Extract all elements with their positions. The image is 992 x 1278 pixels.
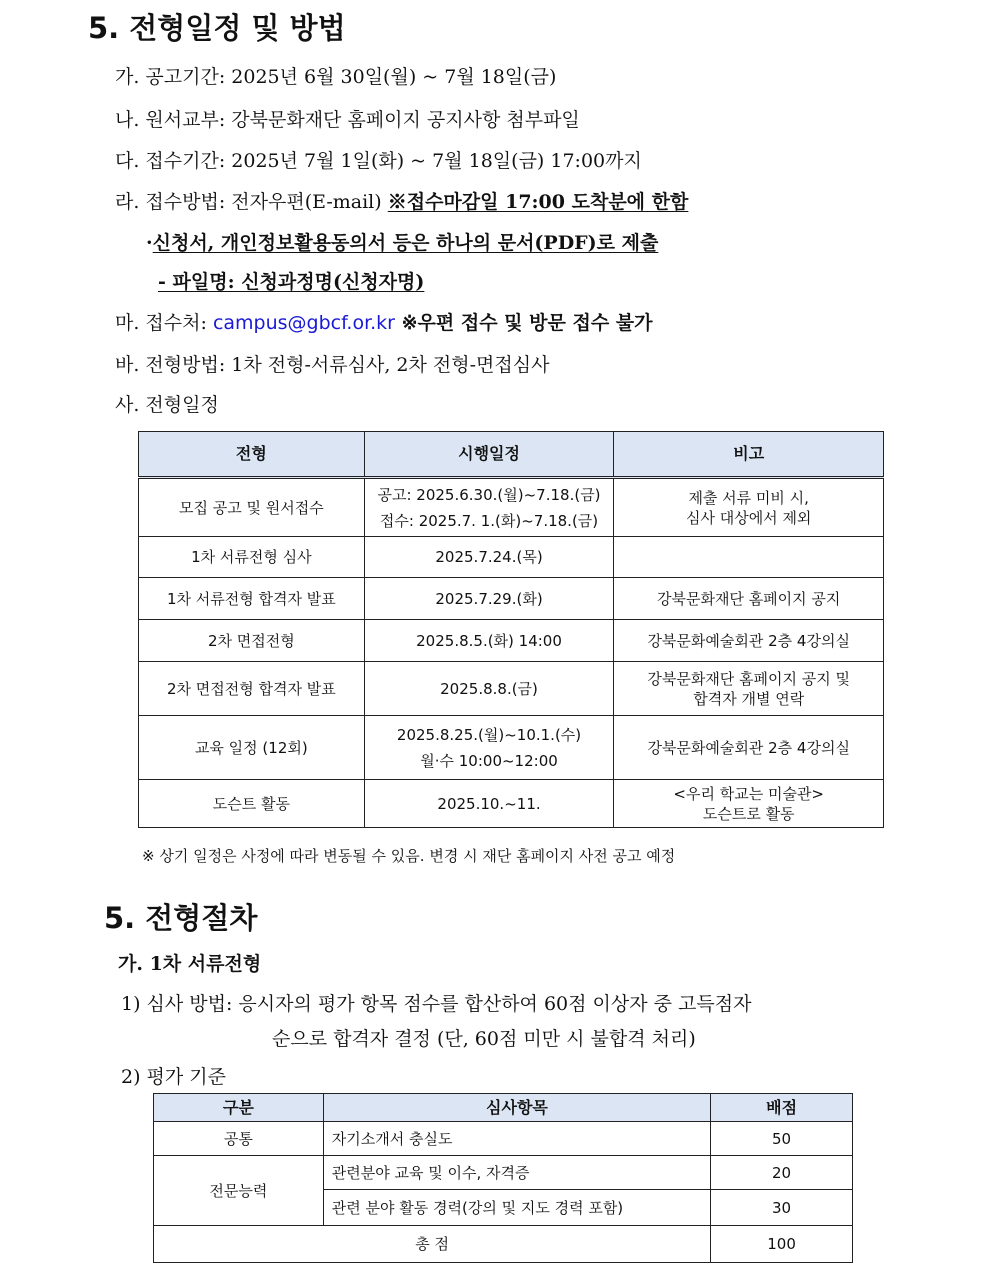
table-row: [154, 1122, 853, 1156]
item-ba-selection-method: 바. 전형방법: 1차 전형-서류심사, 2차 전형-면접심사: [115, 354, 550, 376]
item-ga-announcement-period: 가. 공고기간: 2025년 6월 30일(월) ~ 7월 18일(금): [115, 66, 557, 88]
ra-deadline-note: ※접수마감일 17:00 도착분에 한함: [387, 191, 689, 213]
date-cell: 2025.8.5.(화) 14:00: [364, 620, 614, 662]
item-cell: 관련분야 교육 및 이수, 자격증: [323, 1156, 710, 1190]
note-cell: [614, 662, 884, 716]
ma-prefix: 마. 접수처:: [115, 312, 213, 334]
note-cell: 강북문화재단 홈페이지 공지: [614, 578, 884, 620]
item-cell: 관련 분야 활동 경력(강의 및 지도 경력 포함): [323, 1190, 710, 1226]
stage-cell: 도슨트 활동: [139, 780, 365, 828]
stage-cell: 모집 공고 및 원서접수: [139, 478, 365, 537]
date-cell: 2025.10.~11.: [364, 780, 614, 828]
note-cell: 강북문화예술회관 2층 4강의실: [614, 716, 884, 780]
total-score: 100: [711, 1226, 853, 1263]
note-line: 제출 서류 미비 시,: [688, 488, 809, 507]
note-line: 심사 대상에서 제외: [685, 508, 812, 527]
bullet-pdf-submission: [146, 228, 658, 255]
header-stage: 전형: [139, 432, 365, 478]
ra-prefix: 라. 접수방법: 전자우편(E-mail): [115, 191, 388, 213]
criteria-table: [153, 1093, 853, 1263]
table-row: [139, 578, 884, 620]
note-cell: [614, 537, 884, 578]
score-cell: 20: [711, 1156, 853, 1190]
table-row: [139, 478, 884, 537]
date-cell: 2025.7.24.(목): [364, 537, 614, 578]
note-line: 도슨트로 활동: [702, 804, 795, 823]
table-row: [154, 1156, 853, 1190]
item-na-application-form: 나. 원서교부: 강북문화재단 홈페이지 공지사항 첨부파일: [115, 109, 580, 131]
category-cell: 전문능력: [154, 1156, 324, 1226]
header-date: 시행일정: [364, 432, 614, 478]
note-line: <우리 학교는 미술관>: [673, 784, 824, 803]
date-line: 공고: 2025.6.30.(월)~7.18.(금): [377, 485, 601, 504]
date-cell: 2025.7.29.(화): [364, 578, 614, 620]
table-row: [139, 716, 884, 780]
note-line: 합격자 개별 연락: [693, 689, 805, 708]
ma-no-mail-note: ※우편 접수 및 방문 접수 불가: [395, 312, 653, 334]
table-row: [139, 537, 884, 578]
schedule-header-row: [139, 432, 884, 478]
table-row: [139, 662, 884, 716]
item-evaluation-criteria: 2) 평가 기준: [121, 1066, 226, 1088]
note-cell: 강북문화예술회관 2층 4강의실: [614, 620, 884, 662]
schedule-table: [138, 431, 884, 828]
header-score: 배점: [711, 1094, 853, 1122]
total-label: 총 점: [154, 1226, 711, 1263]
stage-cell: 교육 일정 (12회): [139, 716, 365, 780]
note-cell: [614, 780, 884, 828]
section-title-schedule: 5. 전형일정 및 방법: [88, 11, 346, 45]
item-cell: 자기소개서 충실도: [323, 1122, 710, 1156]
header-category: 구분: [154, 1094, 324, 1122]
schedule-footnote: ※ 상기 일정은 사정에 따라 변동될 수 있음. 변경 시 재단 홈페이지 사전 공고 예정: [142, 847, 676, 865]
item-da-receipt-period: 다. 접수기간: 2025년 7월 1일(화) ~ 7월 18일(금) 17:00까지: [115, 150, 642, 172]
date-cell: [364, 716, 614, 780]
stage-cell: 2차 면접전형 합격자 발표: [139, 662, 365, 716]
criteria-header-row: [154, 1094, 853, 1122]
date-line: 월·수 10:00~12:00: [420, 751, 558, 770]
section-title-procedure: 5. 전형절차: [104, 901, 258, 935]
table-row: [139, 780, 884, 828]
category-cell: 공통: [154, 1122, 324, 1156]
item-ra-receipt-method: [115, 187, 688, 214]
date-line: 2025.8.25.(월)~10.1.(수): [396, 725, 582, 744]
date-line: 접수: 2025.7. 1.(화)~7.18.(금): [379, 511, 599, 530]
note-line: 강북문화재단 홈페이지 공지 및: [647, 669, 851, 688]
stage-cell: 2차 면접전형: [139, 620, 365, 662]
bullet-pdf-text: 신청서, 개인정보활용동의서 등은 하나의 문서(PDF)로 제출: [152, 232, 659, 254]
total-row: [154, 1226, 853, 1263]
table-row: [139, 620, 884, 662]
score-cell: 30: [711, 1190, 853, 1226]
stage-cell: 1차 서류전형 심사: [139, 537, 365, 578]
email-link[interactable]: campus@gbcf.or.kr: [212, 312, 395, 334]
item-sa-selection-schedule: 사. 전형일정: [115, 394, 219, 416]
date-cell: 2025.8.8.(금): [364, 662, 614, 716]
item-ga-document-screening: 가. 1차 서류전형: [118, 953, 262, 975]
header-item: 심사항목: [323, 1094, 710, 1122]
score-cell: 50: [711, 1122, 853, 1156]
item-screening-method-line1: 1) 심사 방법: 응시자의 평가 항목 점수를 합산하여 60점 이상자 중 고득점자: [121, 993, 752, 1015]
bullet-mark: ·: [146, 232, 153, 254]
header-note: 비고: [614, 432, 884, 478]
item-screening-method-line2: 순으로 합격자 결정 (단, 60점 미만 시 불합격 처리): [272, 1028, 696, 1050]
item-ma-receipt-address: [115, 308, 653, 335]
bullet-file-name: - 파일명: 신청과정명(신청자명): [158, 271, 425, 293]
note-cell: [614, 478, 884, 537]
date-cell: [364, 478, 614, 537]
stage-cell: 1차 서류전형 합격자 발표: [139, 578, 365, 620]
